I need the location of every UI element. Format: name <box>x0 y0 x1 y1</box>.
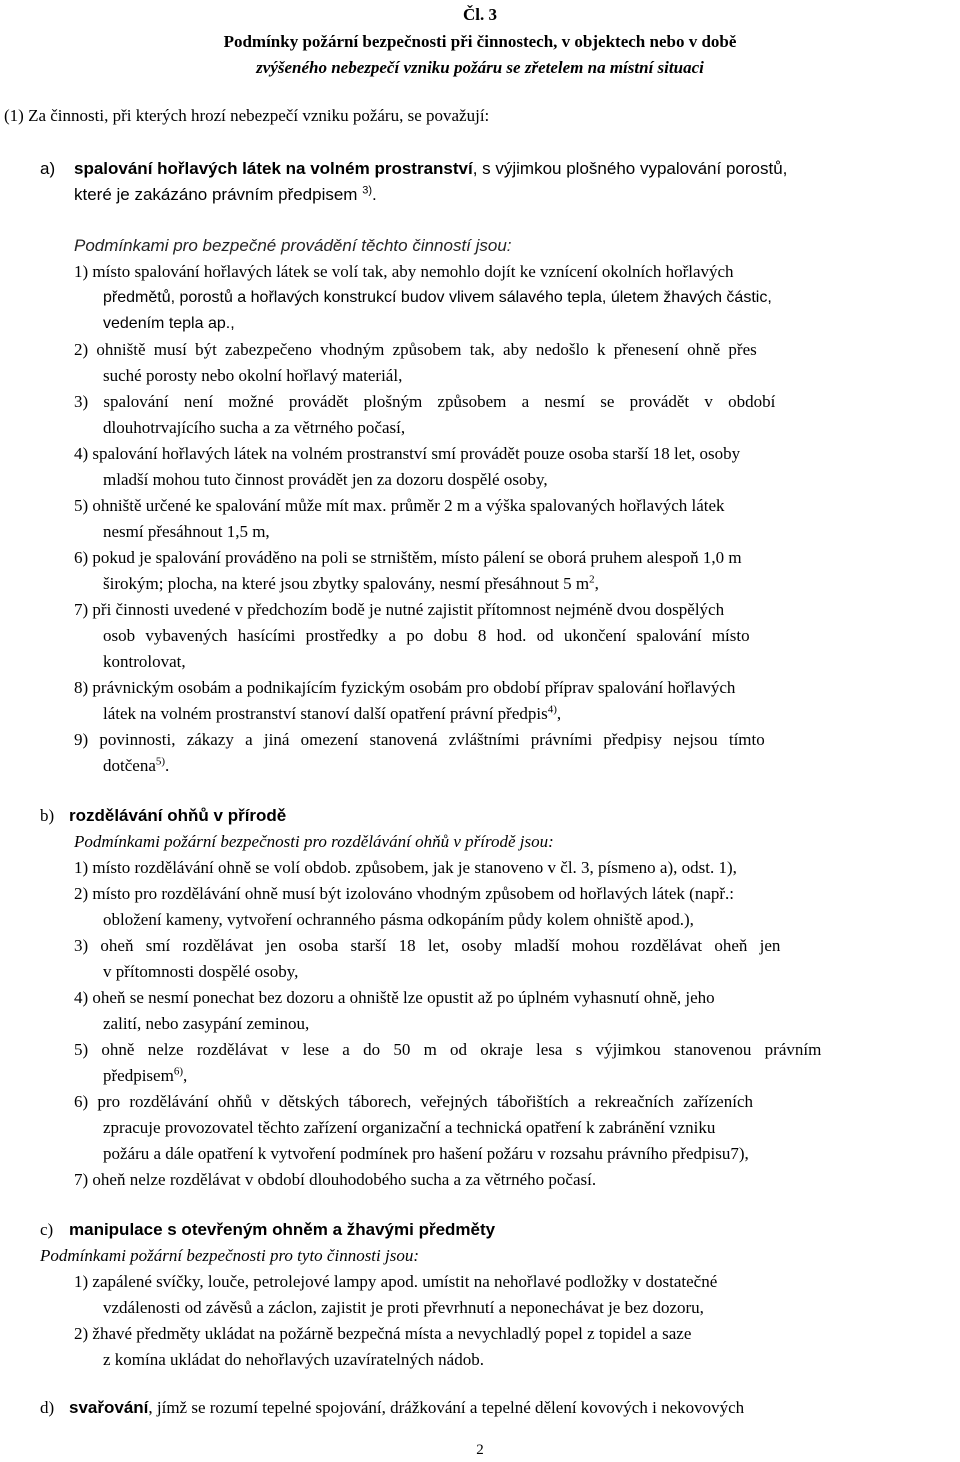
intro-paragraph: (1) Za činnosti, při kterých hrozí nebezpečí vzniku požáru, se považují: <box>4 106 490 125</box>
section-a-line: předmětů, porostů a hořlavých konstrukcí budov vlivem sálavého tepla, úletem žhavých částic, <box>103 289 772 306</box>
section-b-line: zalití, nebo zasypání zeminou, <box>103 1014 310 1033</box>
section-a-heading-bold: spalování hořlavých látek na volném prostranství <box>74 159 473 178</box>
section-a-line: 9) povinnosti, zákazy a jiná omezení stanovená zvláštními právními předpisy nejsou tímto <box>74 730 765 749</box>
section-b-line: obložení kameny, vytvoření ochranného pásma odkopáním půdy kolem ohniště apod.), <box>103 910 694 929</box>
section-a-line <box>103 704 561 724</box>
footnote-ref-3: 3) <box>362 184 372 197</box>
section-a-line: dlouhotrvajícího sucha a za větrného počasí, <box>103 418 406 437</box>
section-a-line: 8) právnickým osobám a podnikajícím fyzickým osobám pro období příprav spalování hořlavých <box>74 678 736 697</box>
section-c-line: 1) zapálené svíčky, louče, petrolejové lampy apod. umístit na nehořlavé podložky v dostatečné <box>74 1272 718 1291</box>
section-a-line: 4) spalování hořlavých látek na volném prostranství smí provádět pouze osoba starší 18 let, osoby <box>74 444 741 463</box>
section-a-line: vedením tepla ap., <box>103 315 235 332</box>
section-c-line: 2) žhavé předměty ukládat na požárně bezpečná místa a nevychladlý popel z topidel a saze <box>74 1324 692 1343</box>
section-c-conditions: Podmínkami požární bezpečnosti pro tyto činnosti jsou: <box>40 1246 420 1265</box>
section-a-heading-line-2 <box>74 185 377 205</box>
section-a-line: 1) místo spalování hořlavých látek se volí tak, aby nemohlo dojít ke vznícení okolních hořlavých <box>74 262 734 281</box>
section-d-line <box>69 1398 744 1418</box>
section-b-line: 5) ohně nelze rozdělávat v lese a do 50 m od okraje lesa s výjimkou stanovenou právním <box>74 1040 822 1059</box>
section-a-line: suché porosty nebo okolní hořlavý materiál, <box>103 366 403 385</box>
section-a-line <box>103 756 169 776</box>
section-b-line: 3) oheň smí rozdělávat jen osoba starší 18 let, osoby mladší mohou rozdělávat oheň jen <box>74 936 781 955</box>
section-a-line-text: dotčena <box>103 756 156 775</box>
section-c-line: z komína ukládat do nehořlavých uzavíratelných nádob. <box>103 1350 484 1369</box>
section-c-line: vzdálenosti od závěsů a záclon, zajistit je proti převrhnutí a neponechávat je bez dozoru, <box>103 1298 704 1317</box>
section-a-heading-rest: , s výjimkou plošného vypalování porostů, <box>472 159 788 178</box>
section-a-heading-line-2-text: které je zakázáno právním předpisem <box>74 185 358 204</box>
section-b-line: požáru a dále opatření k vytvoření podmínek pro hašení požáru v rozsahu právního předpisu7), <box>103 1144 749 1163</box>
section-b-line: zpracuje provozovatel těchto zařízení organizační a technická opatření k zabránění vzniku <box>103 1118 716 1137</box>
punctuation: , <box>556 704 562 723</box>
superscript-2: 2 <box>589 573 595 586</box>
section-c-marker: c) <box>40 1220 54 1239</box>
section-a-line: nesmí přesáhnout 1,5 m, <box>103 522 270 541</box>
section-d-text: , jímž se rozumí tepelné spojování, drážkování a tepelné dělení kovových i nekovových <box>148 1398 745 1417</box>
section-b-heading: rozdělávání ohňů v přírodě <box>69 806 287 825</box>
section-a-conditions: Podmínkami pro bezpečné provádění těchto činností jsou: <box>74 236 512 255</box>
footnote-ref-6: 6) <box>173 1065 183 1078</box>
punctuation: , <box>183 1066 188 1085</box>
section-a-line: kontrolovat, <box>103 652 186 671</box>
article-title-line-1: Podmínky požární bezpečnosti při činnostech, v objektech nebo v době <box>223 32 737 51</box>
section-a-line: 7) při činnosti uvedené v předchozím bodě je nutné zajistit přítomnost nejméně dvou dospělých <box>74 600 725 619</box>
section-b-line <box>103 1066 187 1086</box>
section-d-heading: svařování <box>69 1398 149 1417</box>
article-title-line-2: zvýšeného nebezpečí vzniku požáru se zřetelem na místní situaci <box>256 58 704 77</box>
section-c-heading: manipulace s otevřeným ohněm a žhavými předměty <box>69 1220 496 1239</box>
section-a-line: 5) ohniště určené ke spalování může mít max. průměr 2 m a výška spalovaných hořlavých látek <box>74 496 725 515</box>
punctuation: , <box>594 574 599 593</box>
section-b-line: 1) místo rozdělávání ohně se volí obdob. způsobem, jak je stanoveno v čl. 3, písmeno a), odst. 1), <box>74 858 737 877</box>
section-a-line-text: širokým; plocha, na které jsou zbytky spalovány, nesmí přesáhnout 5 m <box>103 574 590 593</box>
section-b-line-text: předpisem <box>103 1066 174 1085</box>
footnote-ref-4: 4) <box>547 703 557 716</box>
section-b-conditions: Podmínkami požární bezpečnosti pro rozdělávání ohňů v přírodě jsou: <box>74 832 554 851</box>
section-a-line: mladší mohou tuto činnost provádět jen za dozoru dospělé osoby, <box>103 470 548 489</box>
section-d-marker: d) <box>40 1398 55 1417</box>
section-a-marker: a) <box>40 159 56 178</box>
section-a-line <box>103 574 599 594</box>
article-number: Čl. 3 <box>463 5 497 24</box>
section-a-line: 3) spalování není možné provádět plošným způsobem a nesmí se provádět v období <box>74 392 776 411</box>
section-a-line-text: látek na volném prostranství stanoví další opatření právní předpis <box>103 704 548 723</box>
section-a-line: 2) ohniště musí být zabezpečeno vhodným způsobem tak, aby nedošlo k přenesení ohně přes <box>74 340 757 359</box>
section-b-line: 7) oheň nelze rozdělávat v období dlouhodobého sucha a za větrného počasí. <box>74 1170 597 1189</box>
section-a-heading <box>74 159 787 179</box>
footnote-ref-5: 5) <box>155 755 166 768</box>
page-number: 2 <box>476 1442 484 1458</box>
section-b-line: 4) oheň se nesmí ponechat bez dozoru a ohniště lze opustit až po úplném vyhasnutí ohně, jeho <box>74 988 715 1007</box>
section-b-marker: b) <box>40 806 55 825</box>
section-a-heading-end: . <box>372 185 377 204</box>
punctuation: . <box>165 756 170 775</box>
section-b-line: v přítomnosti dospělé osoby, <box>103 962 299 981</box>
section-a-line: 6) pokud je spalování prováděno na poli se strništěm, místo pálení se oborá pruhem alespoň 1,0 m <box>74 548 742 567</box>
section-b-line: 2) místo pro rozdělávání ohně musí být izolováno vhodným způsobem od hořlavých látek (např.: <box>74 884 735 903</box>
section-b-line: 6) pro rozdělávání ohňů v dětských táborech, veřejných tábořištích a rekreačních zařízeních <box>74 1092 753 1111</box>
section-a-line: osob vybavených hasícími prostředky a po dobu 8 hod. od ukončení spalování místo <box>103 626 750 645</box>
